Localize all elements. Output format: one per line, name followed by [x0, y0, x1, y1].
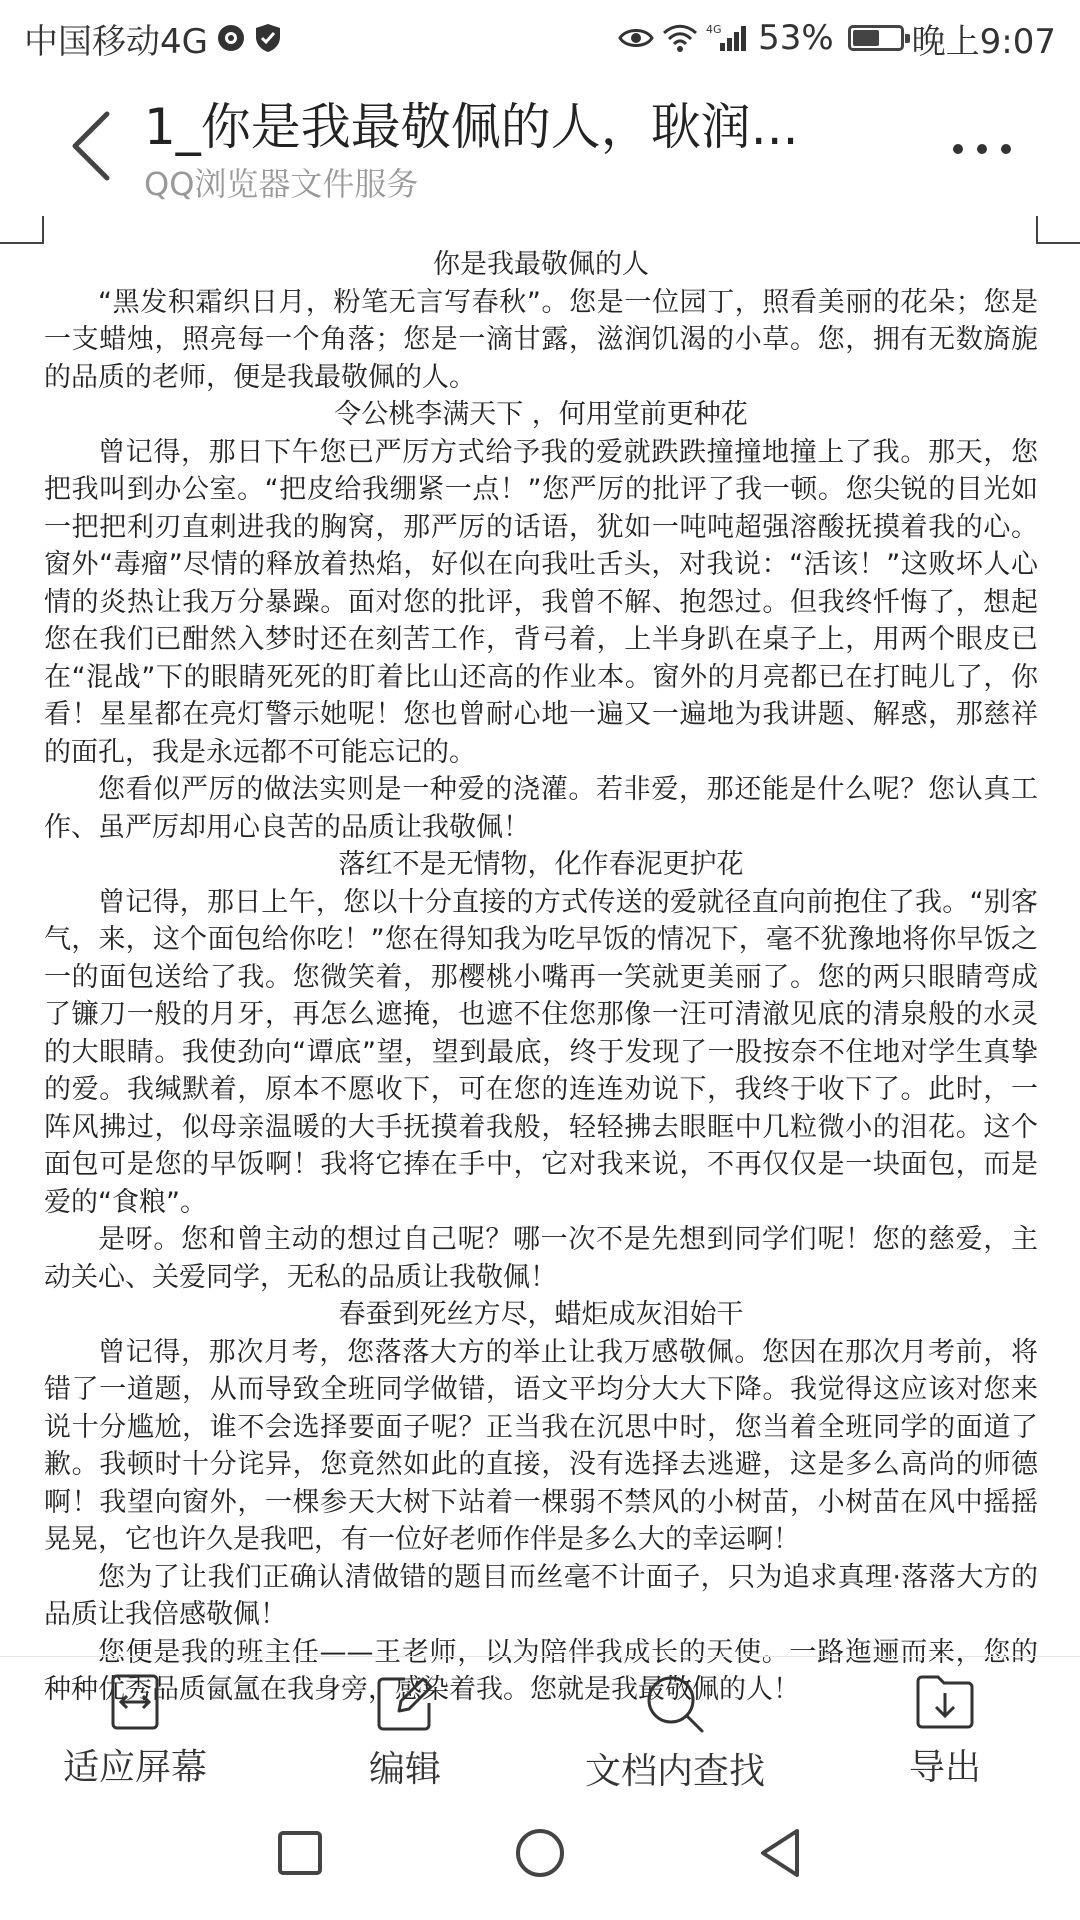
more-dot-icon — [953, 144, 963, 154]
triangle-back-icon — [757, 1827, 803, 1879]
battery-icon — [848, 25, 904, 51]
page-corner-mark — [1036, 216, 1080, 244]
search-icon — [640, 1673, 710, 1735]
more-dot-icon — [1001, 144, 1011, 154]
paragraph: 曾记得，那日上午，您以十分直接的方式传送的爱就径直向前抱住了我。“别客气，来，这个面包给你吃！”您在得知我为吃早饭的情况下，毫不犹豫地将你早饭之一的面包送给了我。您微笑着，那樱桃小嘴再一笑就更美丽了。您的两只眼睛弯成了镰刀一般的月牙，再怎么遮掩，也遮不住您那像一汪可清澈见底的清泉般的水灵的大眼睛。我使劲向“谭底”望，望到最底，终于发现了一股按奈不住地对学生真挚的爱。我缄默着，原本不愿收下，可在您的连连劝说下，我终于收下了。此时，一阵风拂过，似母亲温暖的大手抚摸着我般，轻轻拂去眼眶中几粒微小的泪花。这个面包可是您的早饭啊！我将它捧在手中，它对我来说，不再仅仅是一块面包，而是爱的“食粮”。 — [44, 886, 1038, 1218]
paragraph: “黑发积霜织日月，粉笔无言写春秋”。您是一位园丁，照看美丽的花朵；您是一支蜡烛，照亮每一个角落；您是一滴甘露，滋润饥渴的小草。您，拥有无数旖旎的品质的老师，便是我最敬佩的人。 — [44, 286, 1038, 393]
carrier-label: 中国移动4G — [24, 21, 208, 62]
section-heading: 春蚕到死丝方尽，蜡炬成灰泪始干 — [338, 1299, 744, 1330]
eye-icon — [618, 25, 654, 51]
paragraph: 曾记得，那次月考，您落落大方的举止让我万感敬佩。您因在那次月考前，将错了一道题，从而导致全班同学做错，语文平均分大大下降。我觉得这应该对您来说十分尴尬，谁不会选择要面子呢？正当我在沉思中时，您当着全班同学的面道了歉。我顿时十分诧异，您竟然如此的直接，没有选择去逃避，这是多么高尚的师德啊！我望向窗外，一棵参天大树下站着一棵弱不禁风的小树苗，小树苗在风中摇摇晃晃，它也许久是我吧，有一位好老师作伴是多么大的幸运啊！ — [44, 1336, 1038, 1555]
section-heading: 令公桃李满天下 ，何用堂前更种花 — [334, 399, 748, 430]
more-dot-icon — [977, 144, 987, 154]
system-nav-bar — [0, 1786, 1080, 1920]
fit-screen-icon — [100, 1673, 170, 1731]
more-options-button[interactable] — [932, 124, 1032, 174]
section-heading: 落红不是无情物，化作春泥更护花 — [338, 849, 744, 880]
export-button[interactable] — [810, 1657, 1080, 1786]
battery-percent: 53% — [758, 18, 834, 58]
find-in-document-button[interactable] — [540, 1657, 810, 1792]
back-nav-button[interactable] — [745, 1818, 815, 1888]
document-viewer[interactable] — [0, 216, 1080, 1705]
home-button[interactable] — [505, 1818, 575, 1888]
find-in-document-label: 文档内查找 — [584, 1751, 765, 1792]
signal-icon — [706, 23, 750, 53]
edit-icon — [370, 1673, 440, 1733]
edit-label: 编辑 — [368, 1749, 441, 1790]
title-block — [144, 94, 924, 206]
paragraph: 曾记得，那日下午您已严厉方式给予我的爱就跌跌撞撞地撞上了我。那天，您把我叫到办公室。“把皮给我绷紧一点！”您严厉的批评了我一顿。您尖锐的目光如一把把利刃直刺进我的胸窝，那严厉的话语，犹如一吨吨超强溶酸抚摸着我的心。窗外“毒瘤”尽情的释放着热焰，好似在向我吐舌头，对我说：“活该！”这败坏人心情的炎热让我万分暴躁。面对您的批评，我曾不解、抱怨过。但我终忏悔了，想起您在我们已酣然入梦时还在刻苦工作，背弓着，上半身趴在桌子上，用两个眼皮已在“混战”下的眼睛死死的盯着比山还高的作业本。窗外的月亮都已在打盹儿了，你看！星星都在亮灯警示她呢！您也曾耐心地一遍又一遍地为我讲题、解惑，那慈祥的面孔，我是永远都不可能忘记的。 — [44, 436, 1038, 768]
bottom-toolbar — [0, 1656, 1080, 1792]
back-arrow-icon — [69, 110, 113, 182]
edit-button[interactable] — [270, 1657, 540, 1790]
paragraph: 您看似严厉的做法实则是一种爱的浇灌。若非爱，那还能是什么呢？您认真工作、虽严厉却用心良苦的品质让我敬佩！ — [44, 774, 1038, 843]
document-content — [44, 246, 1038, 1709]
square-icon — [277, 1830, 323, 1876]
page-title: 1_你是我最敬佩的人，耿润... — [144, 98, 799, 156]
export-folder-icon — [910, 1673, 980, 1731]
paragraph: 您便是我的班主任——王老师，以为陪伴我成长的天使。一路迤逦而来，您的种种优秀品质氤氲在我身旁，感染着我。您就是我最敬佩的人！ — [44, 1636, 1038, 1705]
fit-screen-label: 适应屏幕 — [62, 1747, 207, 1788]
fit-screen-button[interactable] — [0, 1657, 270, 1786]
status-right — [618, 14, 1056, 63]
status-left — [24, 14, 282, 63]
header — [0, 76, 1080, 216]
circle-icon — [514, 1827, 566, 1879]
document-body — [44, 284, 1038, 1709]
svg-text:4G: 4G — [706, 23, 722, 36]
back-button[interactable] — [56, 106, 126, 186]
clock: 晚上9:07 — [911, 21, 1056, 62]
export-label: 导出 — [908, 1747, 981, 1788]
shield-icon — [254, 23, 282, 53]
paragraph: 您为了让我们正确认清做错的题目而丝毫不计面子，只为追求真理·落落大方的品质让我倍感敬佩！ — [44, 1561, 1038, 1630]
wifi-icon — [662, 24, 698, 52]
hd-icon — [216, 23, 246, 53]
document-title: 你是我最敬佩的人 — [433, 249, 649, 280]
status-bar — [0, 0, 1080, 76]
paragraph: 是呀。您和曾主动的想过自己呢？哪一次不是先想到同学们呢！您的慈爱，主动关心、关爱同学，无私的品质让我敬佩！ — [44, 1224, 1038, 1293]
page-subtitle: QQ浏览器文件服务 — [144, 165, 419, 203]
recent-apps-button[interactable] — [265, 1818, 335, 1888]
page-corner-mark — [0, 216, 44, 244]
